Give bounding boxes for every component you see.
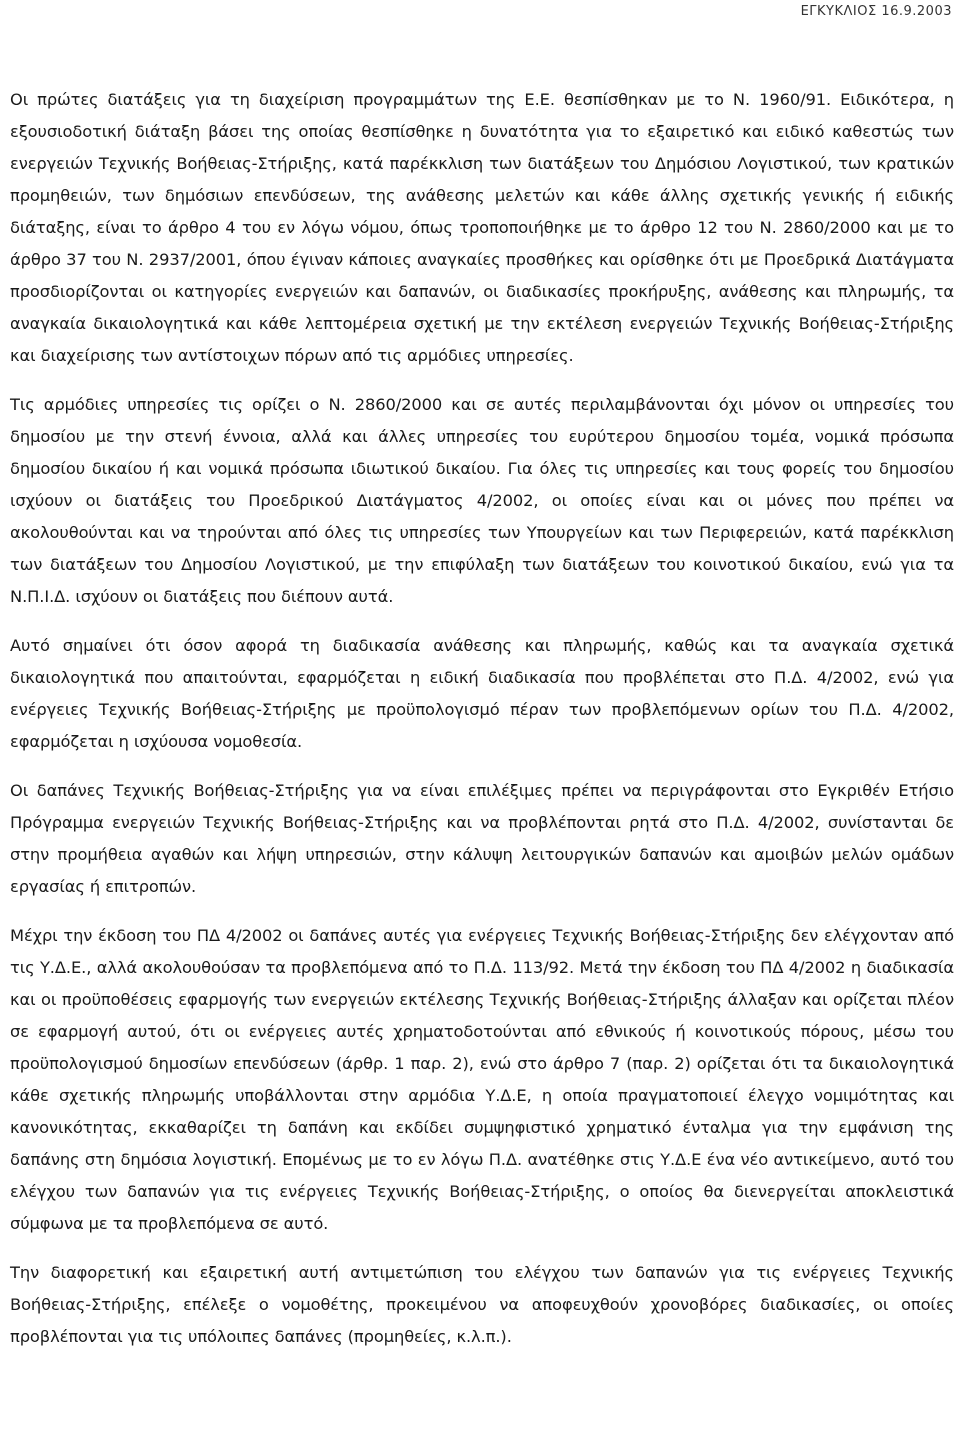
paragraph-legal-basis: Οι πρώτες διατάξεις για τη διαχείριση προγραμμάτων της Ε.Ε. θεσπίσθηκαν με το Ν. 1960/91. Ειδικότερα, η εξουσιοδοτική διάταξη βάσει της οποίας θεσπίσθηκε η δυνατότητα για το εξαιρετικό και ειδικό καθεστώς των ενεργειών Τεχνικής Βοήθειας-Στήριξης, κατά παρέκκλιση των διατάξεων του Δημόσιου Λογιστικού, των κρατικών προμηθειών, των δημόσιων επενδύσεων, της ανάθεσης μελετών και κάθε άλλης σχετικής γενικής ή ειδικής διάταξης, είναι το άρθρο 4 του εν λόγω νόμου, όπως τροποποιήθηκε με το άρθρο 12 του Ν. 2860/2000 και με το άρθρο 37 του Ν. 2937/2001, όπου έγιναν κάποιες αναγκαίες προσθήκες και ορίσθηκε ότι με Προεδρικά Διατάγματα προσδιορίζονται οι κατηγορίες ενεργειών και δαπανών, οι διαδικασίες προκήρυξης, ανάθεσης και πληρωμής, τα αναγκαία δικαιολογητικά και κάθε λεπτομέρεια σχετική με την εκτέλεση ενεργειών Τεχνικής Βοήθειας-Στήριξης και διαχείρισης των αντίστοιχων πόρων από τις αρμόδιες υπηρεσίες.: [10, 90, 954, 365]
paragraph-conclusion: Την διαφορετική και εξαιρετική αυτή αντιμετώπιση του ελέγχου των δαπανών για τις ενέργειες Τεχνικής Βοήθειας-Στήριξης, επέλεξε ο νομοθέτης, προκειμένου να αποφευχθούν χρονοβόρες διαδικασίες, οι οποίες προβλέπονται για τις υπόλοιπες δαπάνες (προμηθείες, κ.λ.π.).: [10, 1263, 954, 1346]
running-header: ΕΓΚΥΚΛΙΟΣ 16.9.2003: [800, 4, 952, 19]
document-body: [10, 84, 954, 1370]
paragraph-procedure: Αυτό σημαίνει ότι όσον αφορά τη διαδικασία ανάθεσης και πληρωμής, καθώς και τα αναγκαία σχετικά δικαιολογητικά που απαιτούνται, εφαρμόζεται η ειδική διαδικασία που προβλέπεται στο Π.Δ. 4/2002, ενώ για ενέργειες Τεχνικής Βοήθειας-Στήριξης με προϋπολογισμό πέραν των προβλεπόμενων ορίων του Π.Δ. 4/2002, εφαρμόζεται η ισχύουσα νομοθεσία.: [10, 636, 954, 751]
paragraph-competent-services: Τις αρμόδιες υπηρεσίες τις ορίζει ο Ν. 2860/2000 και σε αυτές περιλαμβάνονται όχι μόνον οι υπηρεσίες του δημοσίου με την στενή έννοια, αλλά και άλλες υπηρεσίες του ευρύτερου δημοσίου τομέα, νομικά πρόσωπα δημοσίου δικαίου ή και νομικά πρόσωπα ιδιωτικού δικαίου. Για όλες τις υπηρεσίες και τους φορείς του δημοσίου ισχύουν οι διατάξεις του Προεδρικού Διατάγματος 4/2002, οι οποίες είναι και οι μόνες που πρέπει να ακολουθούνται και να τηρούνται από όλες τις υπηρεσίες των Υπουργείων και των Περιφερειών, κατά παρέκκλιση των διατάξεων του Δημοσίου Λογιστικού, με την επιφύλαξη των διατάξεων του κοινοτικού δικαίου, ενώ για τα Ν.Π.Ι.Δ. ισχύουν οι διατάξεις που διέπουν αυτά.: [10, 395, 954, 606]
paragraph-eligible-expenses: Οι δαπάνες Τεχνικής Βοήθειας-Στήριξης για να είναι επιλέξιμες πρέπει να περιγράφονται στο Εγκριθέν Ετήσιο Πρόγραμμα ενεργειών Τεχνικής Βοήθειας-Στήριξης και να προβλέπονται ρητά στο Π.Δ. 4/2002, συνίστανται δε στην προμήθεια αγαθών και λήψη υπηρεσιών, στην κάλυψη λειτουργικών δαπανών και αμοιβών μελών ομάδων εργασίας ή επιτροπών.: [10, 781, 954, 896]
paragraph-audit-control: Μέχρι την έκδοση του ΠΔ 4/2002 οι δαπάνες αυτές για ενέργειες Τεχνικής Βοήθειας-Στήριξης δεν ελέγχονταν από τις Υ.Δ.Ε., αλλά ακολουθούσαν τα προβλεπόμενα από το Π.Δ. 113/92. Μετά την έκδοση του ΠΔ 4/2002 η διαδικασία και οι προϋποθέσεις εφαρμογής των ενεργειών εκτέλεσης Τεχνικής Βοήθειας-Στήριξης άλλαξαν και ορίζεται πλέον σε εφαρμογή αυτού, ότι οι ενέργειες αυτές χρηματοδοτούνται από εθνικούς ή κοινοτικούς πόρους, μέσω του προϋπολογισμού δημοσίων επενδύσεων (άρθρ. 1 παρ. 2), ενώ στο άρθρο 7 (παρ. 2) ορίζεται ότι τα δικαιολογητικά κάθε σχετικής πληρωμής υποβάλλονται στην αρμόδια Υ.Δ.Ε, η οποία πραγματοποιεί έλεγχο νομιμότητας και κανονικότητας, εκκαθαρίζει τη δαπάνη και εκδίδει συμψηφιστικό χρηματικό ένταλμα για την εμφάνιση της δαπάνης στη δημόσια λογιστική. Επομένως με το εν λόγω Π.Δ. ανατέθηκε στις Υ.Δ.Ε ένα νέο αντικείμενο, αυτό του ελέγχου των δαπανών για τις ενέργειες Τεχνικής Βοήθειας-Στήριξης, ο οποίος θα διενεργείται αποκλειστικά σύμφωνα με τα προβλεπόμενα σε αυτό.: [10, 926, 954, 1233]
